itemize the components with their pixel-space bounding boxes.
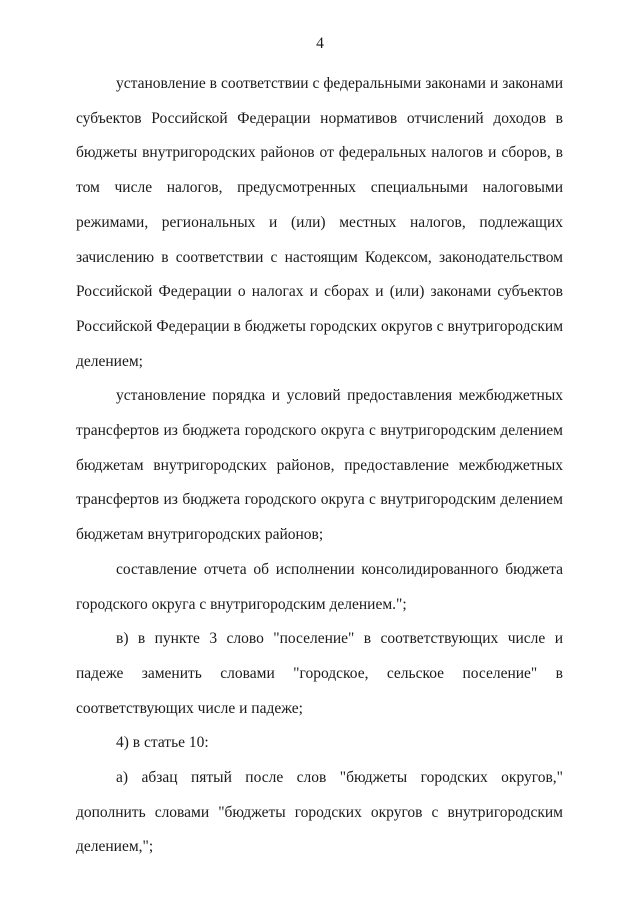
paragraph-consolidated-budget-report: составление отчета об исполнении консолидированного бюджета городского округа с внутригородским делением."; — [76, 560, 563, 613]
page-number: 4 — [316, 35, 324, 52]
paragraph-item-4-article-10: 4) в статье 10: — [116, 734, 209, 752]
paragraph-interbudget-transfers: установление порядка и условий предоставления межбюджетных трансфертов из бюджета городского округа с внутригородским делением бюджетам внутригородских районов, предоставление межбюджетных трансфертов из бюджета городского округа с внутригородским делением бюджетам внутригородских районов; — [76, 387, 563, 544]
paragraph-norms-of-deductions: установление в соответствии с федеральными законами и законами субъектов Российской Федерации нормативов отчислений доходов в бюджеты внутригородских районов от федеральных налогов и сборов, в том числе налогов, предусмотренных специальными налоговыми режимами, региональных и (или) местных налогов, подлежащих зачислению в соответствии с настоящим Кодексом, законодательством Российской Федерации о налогах и сборах и (или) законами субъектов Российской Федерации в бюджеты городских округов с внутригородским делением; — [76, 75, 563, 370]
paragraph-item-a-fifth-paragraph: а) абзац пятый после слов "бюджеты городских округов," дополнить словами "бюджеты городских округов с внутригородским делением,"; — [76, 769, 563, 856]
document-body — [76, 67, 563, 865]
paragraph-item-v-point-3: в) в пункте 3 слово "поселение" в соответствующих числе и падеже заменить словами "городское, сельское поселение" в соответствующих числе и падеже; — [76, 630, 563, 717]
